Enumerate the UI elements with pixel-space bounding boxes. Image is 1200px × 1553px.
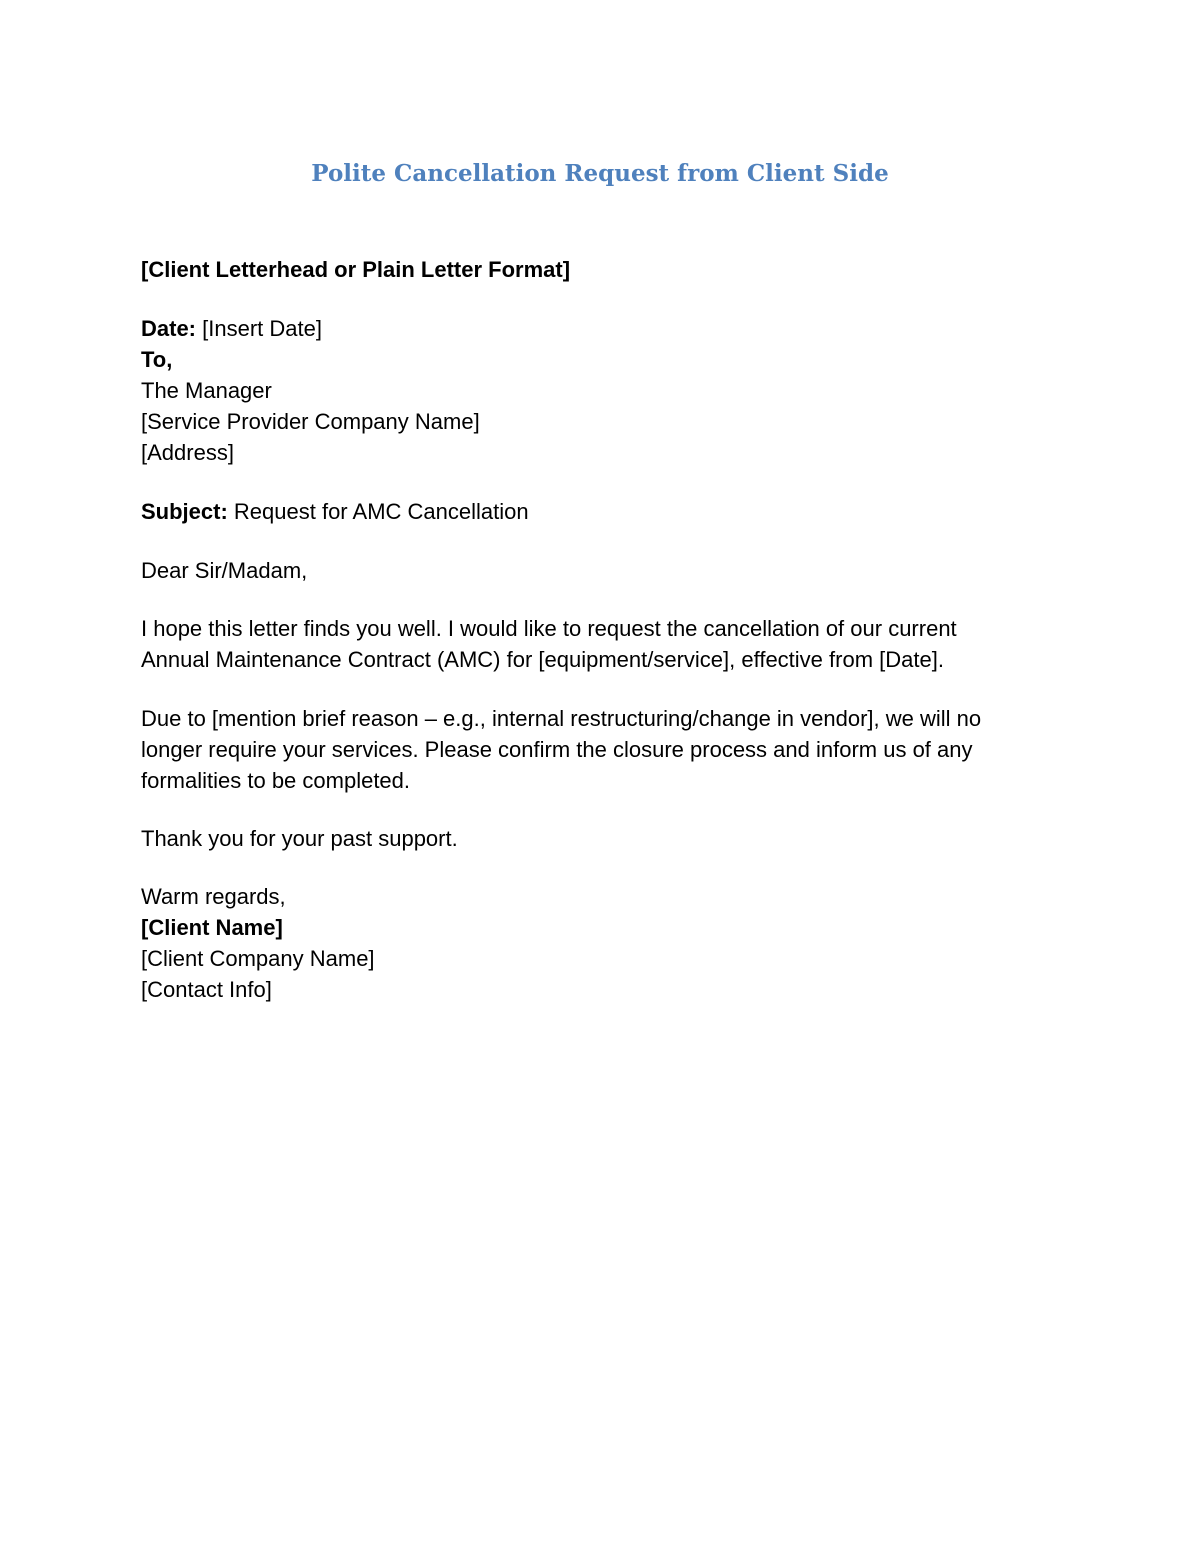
- salutation-block: [141, 555, 1071, 586]
- recipient-address: [Address]: [141, 440, 234, 465]
- signature-block: [141, 881, 1071, 1005]
- date-line: [141, 313, 1071, 344]
- paragraph-2: [141, 703, 1071, 796]
- paragraph-2-line-1: Due to [mention brief reason – e.g., internal restructuring/change in vendor], we will no: [141, 706, 982, 731]
- document-title: Polite Cancellation Request from Client Side: [311, 160, 889, 187]
- paragraph-2-line-2: longer require your services. Please confirm the closure process and inform us of any: [141, 737, 973, 762]
- signature-name: [Client Name]: [141, 915, 283, 940]
- date-value: [Insert Date]: [196, 316, 322, 341]
- subject-label: Subject:: [141, 499, 228, 524]
- subject-block: [141, 496, 1071, 527]
- salutation: Dear Sir/Madam,: [141, 558, 308, 583]
- date-label: Date:: [141, 316, 197, 341]
- thanks-block: [141, 823, 1071, 854]
- signature-company: [Client Company Name]: [141, 946, 375, 971]
- recipient-title: The Manager: [141, 378, 272, 403]
- paragraph-2-line-3: formalities to be completed.: [141, 768, 411, 793]
- closing: Warm regards,: [141, 884, 286, 909]
- paragraph-1: [141, 613, 1071, 675]
- thanks-line: Thank you for your past support.: [141, 826, 458, 851]
- signature-contact: [Contact Info]: [141, 977, 272, 1002]
- recipient-company: [Service Provider Company Name]: [141, 409, 480, 434]
- format-note-block: [141, 254, 1071, 285]
- subject-value: Request for AMC Cancellation: [227, 499, 529, 524]
- address-block: [141, 313, 1071, 468]
- paragraph-1-line-2: Annual Maintenance Contract (AMC) for [equipment/service], effective from [Date].: [141, 647, 944, 672]
- to-label: To,: [141, 347, 173, 372]
- paragraph-1-line-1: I hope this letter finds you well. I would like to request the cancellation of our current: [141, 616, 957, 641]
- format-note: [Client Letterhead or Plain Letter Format]: [141, 257, 571, 282]
- subject-line: [141, 496, 1071, 527]
